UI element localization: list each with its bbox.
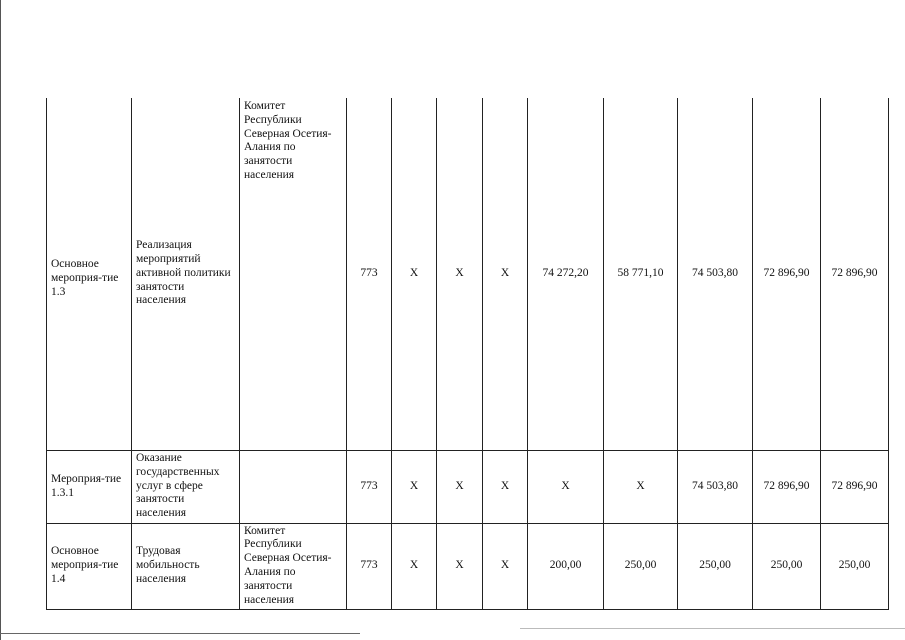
rz-text: X xyxy=(409,559,419,572)
year5-cell xyxy=(821,98,889,450)
status-text: Основное мероприя-тие 1.3 xyxy=(51,258,119,298)
year1-cell xyxy=(528,450,604,523)
year3-cell xyxy=(678,98,753,450)
table-row xyxy=(47,98,889,450)
year4-text: 72 896,90 xyxy=(763,266,810,279)
year4-cell xyxy=(753,98,821,450)
year3-text: 74 503,80 xyxy=(692,479,738,492)
vr-cell xyxy=(483,98,528,450)
name-cell xyxy=(132,523,240,609)
grbs-text: 773 xyxy=(360,559,378,572)
vr-cell xyxy=(483,523,528,609)
year1-text: X xyxy=(561,479,570,492)
name-cell xyxy=(132,98,240,450)
status-cell xyxy=(47,450,132,523)
year5-cell xyxy=(821,450,889,523)
executor-cell xyxy=(240,450,347,523)
table-row xyxy=(47,523,889,609)
name-text: Трудовая мобильность населения xyxy=(136,545,200,585)
table-row xyxy=(47,450,889,523)
rz-cell xyxy=(392,523,437,609)
cs-text: X xyxy=(455,479,464,492)
year1-cell xyxy=(528,98,604,450)
cs-text: X xyxy=(455,559,464,572)
scan-artifact-line xyxy=(0,633,360,634)
rz-text: X xyxy=(409,479,419,492)
year5-cell xyxy=(821,523,889,609)
year3-text: 74 503,80 xyxy=(692,266,738,279)
year4-text: 250,00 xyxy=(770,559,803,572)
vr-text: X xyxy=(500,559,510,572)
status-cell xyxy=(47,523,132,609)
year2-cell xyxy=(604,450,678,523)
year2-text: 250,00 xyxy=(624,559,657,572)
year5-text: 72 896,90 xyxy=(831,479,878,492)
year4-text: 72 896,90 xyxy=(763,479,810,492)
year4-cell xyxy=(753,523,821,609)
page-edge xyxy=(0,0,1,640)
executor-text: Комитет Республики Северная Осетия-Алания по занятости населения xyxy=(244,100,332,181)
cs-cell xyxy=(437,98,483,450)
name-text: Реализация мероприятий активной политики занятости населения xyxy=(136,239,231,307)
year5-text: 72 896,90 xyxy=(831,266,878,279)
grbs-cell xyxy=(347,450,392,523)
year5-text: 250,00 xyxy=(838,559,871,572)
status-text: Основное мероприя-тие 1.4 xyxy=(51,545,119,585)
executor-cell xyxy=(240,98,347,450)
year2-text: X xyxy=(636,479,645,492)
year2-cell xyxy=(604,98,678,450)
rz-cell xyxy=(392,98,437,450)
grbs-text: 773 xyxy=(360,479,378,492)
year3-text: 250,00 xyxy=(699,559,731,572)
cs-text: X xyxy=(455,266,464,279)
program-budget-table xyxy=(46,98,889,610)
year2-text: 58 771,10 xyxy=(617,266,664,279)
year1-cell xyxy=(528,523,604,609)
grbs-cell xyxy=(347,523,392,609)
rz-cell xyxy=(392,450,437,523)
cs-cell xyxy=(437,450,483,523)
year1-text: 200,00 xyxy=(549,559,582,572)
year4-cell xyxy=(753,450,821,523)
scan-artifact-line xyxy=(520,628,905,629)
executor-text: Комитет Республики Северная Осетия-Алания по занятости населения xyxy=(244,524,332,606)
rz-text: X xyxy=(409,266,419,279)
year3-cell xyxy=(678,523,753,609)
grbs-text: 773 xyxy=(360,266,378,279)
executor-cell xyxy=(240,523,347,609)
cs-cell xyxy=(437,523,483,609)
vr-cell xyxy=(483,450,528,523)
vr-text: X xyxy=(500,479,510,492)
name-text: Оказание государственных услуг в сфере занятости населения xyxy=(136,452,220,520)
year2-cell xyxy=(604,523,678,609)
year3-cell xyxy=(678,450,753,523)
name-cell xyxy=(132,450,240,523)
vr-text: X xyxy=(500,266,510,279)
year1-text: 74 272,20 xyxy=(542,266,589,279)
grbs-cell xyxy=(347,98,392,450)
status-cell xyxy=(47,98,132,450)
status-text: Мероприя-тие 1.3.1 xyxy=(51,472,122,499)
